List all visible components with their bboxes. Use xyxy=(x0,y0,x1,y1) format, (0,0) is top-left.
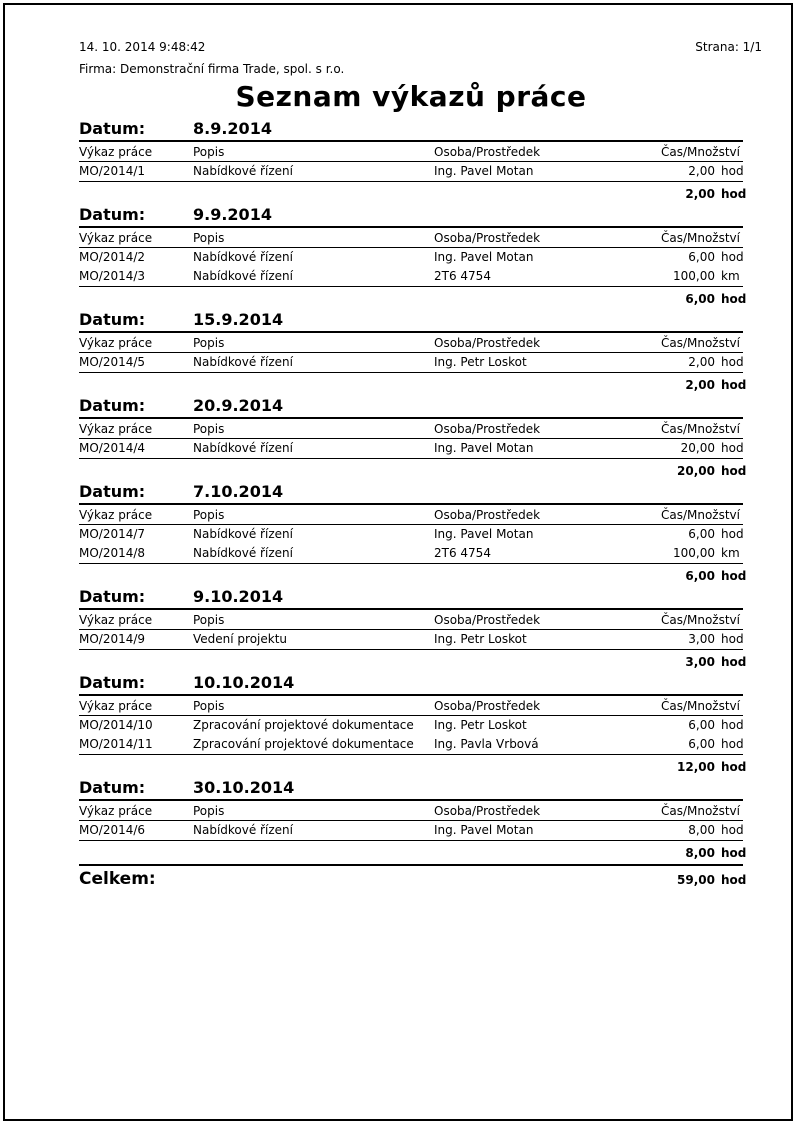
date-label: Datum: xyxy=(79,119,146,138)
amount-value: 6,00 xyxy=(688,250,715,264)
column-header-row xyxy=(79,696,743,716)
section-subtotal-value: 2,00 xyxy=(685,378,715,392)
column-header-vykaz-prace: Výkaz práce xyxy=(79,336,153,350)
column-header-cas-mnozstvi: Čas/Množství xyxy=(660,336,740,350)
amount-cell xyxy=(636,267,743,286)
amount-value: 6,00 xyxy=(688,737,715,751)
date-section xyxy=(79,673,747,778)
report-code-cell: MO/2014/9 xyxy=(79,632,146,646)
page-number: Strana: 1/1 xyxy=(695,40,762,54)
section-subtotal xyxy=(79,459,747,482)
section-subtotal-unit: hod xyxy=(721,760,747,774)
report-title: Seznam výkazů práce xyxy=(235,80,587,113)
amount-unit: hod xyxy=(721,718,744,732)
date-heading xyxy=(79,119,743,142)
amount-value: 6,00 xyxy=(688,718,715,732)
amount-unit: hod xyxy=(721,164,744,178)
amount-unit: hod xyxy=(721,527,744,541)
column-header-vykaz-prace: Výkaz práce xyxy=(79,231,153,245)
section-subtotal-unit: hod xyxy=(721,464,747,478)
column-header-cas-mnozstvi: Čas/Množství xyxy=(660,145,740,159)
section-subtotal-unit: hod xyxy=(721,569,747,583)
description-cell: Nabídkové řízení xyxy=(193,823,293,837)
amount-cell xyxy=(636,439,743,458)
section-subtotal xyxy=(79,841,747,864)
person-resource-cell: Ing. Pavel Motan xyxy=(434,441,534,455)
person-resource-cell: Ing. Petr Loskot xyxy=(434,632,527,646)
grand-total-row xyxy=(79,864,747,890)
section-subtotal xyxy=(79,650,747,673)
amount-cell xyxy=(636,821,743,840)
section-rows xyxy=(79,439,743,459)
column-header-vykaz-prace: Výkaz práce xyxy=(79,422,153,436)
amount-value: 3,00 xyxy=(688,632,715,646)
report-code-cell: MO/2014/1 xyxy=(79,164,146,178)
amount-value: 8,00 xyxy=(688,823,715,837)
date-sections xyxy=(79,119,747,864)
person-resource-cell: Ing. Pavla Vrbová xyxy=(434,737,539,751)
table-row xyxy=(79,821,743,840)
column-header-osoba-prostredek: Osoba/Prostředek xyxy=(434,145,541,159)
report-content xyxy=(5,5,791,890)
section-subtotal-unit: hod xyxy=(721,292,747,306)
date-heading xyxy=(79,396,743,419)
person-resource-cell: Ing. Petr Loskot xyxy=(434,355,527,369)
section-subtotal-amount xyxy=(685,292,747,307)
description-cell: Zpracování projektové dokumentace xyxy=(193,718,414,732)
section-subtotal-amount xyxy=(677,464,747,479)
date-heading xyxy=(79,310,743,333)
person-resource-cell: Ing. Pavel Motan xyxy=(434,164,534,178)
date-label: Datum: xyxy=(79,778,146,797)
section-subtotal xyxy=(79,287,747,310)
column-header-osoba-prostredek: Osoba/Prostředek xyxy=(434,336,541,350)
date-label: Datum: xyxy=(79,587,146,606)
amount-cell xyxy=(636,716,743,735)
report-code-cell: MO/2014/6 xyxy=(79,823,146,837)
date-heading xyxy=(79,205,743,228)
column-header-row xyxy=(79,610,743,630)
column-header-cas-mnozstvi: Čas/Množství xyxy=(660,804,740,818)
grand-total-label: Celkem: xyxy=(79,869,156,889)
amount-unit: hod xyxy=(721,823,744,837)
column-header-vykaz-prace: Výkaz práce xyxy=(79,508,153,522)
column-header-cas-mnozstvi: Čas/Množství xyxy=(660,422,740,436)
amount-value: 2,00 xyxy=(688,355,715,369)
column-header-cas-mnozstvi: Čas/Množství xyxy=(660,613,740,627)
amount-unit: km xyxy=(721,269,740,283)
page-header-row xyxy=(79,40,762,54)
report-table-area xyxy=(79,80,747,890)
section-subtotal-value: 2,00 xyxy=(685,187,715,201)
section-rows xyxy=(79,248,743,287)
section-subtotal-value: 12,00 xyxy=(677,760,715,774)
description-cell: Nabídkové řízení xyxy=(193,546,293,560)
date-value: 20.9.2014 xyxy=(193,396,284,415)
column-header-vykaz-prace: Výkaz práce xyxy=(79,804,153,818)
amount-value: 100,00 xyxy=(673,546,715,560)
table-row xyxy=(79,267,743,286)
date-section xyxy=(79,119,747,205)
description-cell: Vedení projektu xyxy=(193,632,288,646)
date-section xyxy=(79,396,747,482)
section-subtotal-unit: hod xyxy=(721,846,747,860)
date-section xyxy=(79,778,747,864)
column-header-row xyxy=(79,142,743,162)
table-row xyxy=(79,630,743,649)
date-value: 15.9.2014 xyxy=(193,310,284,329)
section-rows xyxy=(79,716,743,755)
person-resource-cell: Ing. Petr Loskot xyxy=(434,718,527,732)
table-row xyxy=(79,162,743,181)
section-subtotal-unit: hod xyxy=(721,378,747,392)
section-subtotal-value: 8,00 xyxy=(685,846,715,860)
table-row xyxy=(79,248,743,267)
description-cell: Nabídkové řízení xyxy=(193,269,293,283)
description-cell: Zpracování projektové dokumentace xyxy=(193,737,414,751)
amount-unit: hod xyxy=(721,632,744,646)
column-header-row xyxy=(79,419,743,439)
date-heading xyxy=(79,587,743,610)
amount-value: 100,00 xyxy=(673,269,715,283)
amount-cell xyxy=(636,630,743,649)
column-header-popis: Popis xyxy=(193,699,225,713)
date-value: 9.10.2014 xyxy=(193,587,284,606)
section-subtotal-amount xyxy=(685,569,747,584)
amount-cell xyxy=(636,353,743,372)
column-header-row xyxy=(79,333,743,353)
column-header-row xyxy=(79,801,743,821)
report-page xyxy=(3,3,793,1121)
column-header-osoba-prostredek: Osoba/Prostředek xyxy=(434,699,541,713)
report-code-cell: MO/2014/5 xyxy=(79,355,146,369)
date-value: 7.10.2014 xyxy=(193,482,284,501)
column-header-osoba-prostredek: Osoba/Prostředek xyxy=(434,231,541,245)
company-line: Firma: Demonstrační firma Trade, spol. s r.o. xyxy=(79,62,345,76)
column-header-vykaz-prace: Výkaz práce xyxy=(79,613,153,627)
section-subtotal-amount xyxy=(685,655,747,670)
section-subtotal xyxy=(79,182,747,205)
grand-total-unit: hod xyxy=(721,873,747,887)
column-header-popis: Popis xyxy=(193,508,225,522)
section-subtotal-value: 6,00 xyxy=(685,292,715,306)
report-code-cell: MO/2014/2 xyxy=(79,250,146,264)
section-subtotal-amount xyxy=(685,378,747,393)
description-cell: Nabídkové řízení xyxy=(193,441,293,455)
report-code-cell: MO/2014/7 xyxy=(79,527,146,541)
report-code-cell: MO/2014/10 xyxy=(79,718,153,732)
table-row xyxy=(79,735,743,754)
column-header-vykaz-prace: Výkaz práce xyxy=(79,145,153,159)
amount-cell xyxy=(636,525,743,544)
person-resource-cell: Ing. Pavel Motan xyxy=(434,527,534,541)
column-header-osoba-prostredek: Osoba/Prostředek xyxy=(434,508,541,522)
table-row xyxy=(79,439,743,458)
description-cell: Nabídkové řízení xyxy=(193,527,293,541)
column-header-cas-mnozstvi: Čas/Množství xyxy=(660,231,740,245)
column-header-osoba-prostredek: Osoba/Prostředek xyxy=(434,804,541,818)
report-code-cell: MO/2014/4 xyxy=(79,441,146,455)
column-header-osoba-prostredek: Osoba/Prostředek xyxy=(434,613,541,627)
column-header-osoba-prostredek: Osoba/Prostředek xyxy=(434,422,541,436)
date-heading xyxy=(79,673,743,696)
report-code-cell: MO/2014/11 xyxy=(79,737,153,751)
section-subtotal-unit: hod xyxy=(721,187,747,201)
grand-total-amount xyxy=(677,868,747,888)
date-label: Datum: xyxy=(79,310,146,329)
report-code-cell: MO/2014/3 xyxy=(79,269,146,283)
column-header-row xyxy=(79,228,743,248)
table-row xyxy=(79,353,743,372)
report-code-cell: MO/2014/8 xyxy=(79,546,146,560)
description-cell: Nabídkové řízení xyxy=(193,355,293,369)
column-header-popis: Popis xyxy=(193,613,225,627)
section-rows xyxy=(79,353,743,373)
column-header-popis: Popis xyxy=(193,336,225,350)
table-row xyxy=(79,525,743,544)
grand-total-value: 59,00 xyxy=(677,873,715,887)
column-header-cas-mnozstvi: Čas/Množství xyxy=(660,699,740,713)
person-resource-cell: Ing. Pavel Motan xyxy=(434,250,534,264)
date-section xyxy=(79,587,747,673)
column-header-popis: Popis xyxy=(193,231,225,245)
column-header-popis: Popis xyxy=(193,422,225,436)
table-row xyxy=(79,716,743,735)
column-header-cas-mnozstvi: Čas/Množství xyxy=(660,508,740,522)
section-subtotal-unit: hod xyxy=(721,655,747,669)
section-subtotal xyxy=(79,755,747,778)
description-cell: Nabídkové řízení xyxy=(193,250,293,264)
amount-value: 6,00 xyxy=(688,527,715,541)
amount-cell xyxy=(636,735,743,754)
amount-unit: hod xyxy=(721,250,744,264)
description-cell: Nabídkové řízení xyxy=(193,164,293,178)
person-resource-cell: 2T6 4754 xyxy=(434,269,491,283)
section-subtotal-value: 20,00 xyxy=(677,464,715,478)
column-header-popis: Popis xyxy=(193,804,225,818)
section-subtotal-amount xyxy=(685,846,747,861)
section-subtotal-amount xyxy=(685,187,747,202)
amount-value: 20,00 xyxy=(680,441,715,455)
section-subtotal xyxy=(79,373,747,396)
date-section xyxy=(79,482,747,587)
section-rows xyxy=(79,162,743,182)
date-heading xyxy=(79,778,743,801)
amount-cell xyxy=(636,544,743,563)
column-header-row xyxy=(79,505,743,525)
print-datetime: 14. 10. 2014 9:48:42 xyxy=(79,40,206,54)
column-header-vykaz-prace: Výkaz práce xyxy=(79,699,153,713)
table-row xyxy=(79,544,743,563)
section-subtotal-amount xyxy=(677,760,747,775)
date-label: Datum: xyxy=(79,205,146,224)
date-label: Datum: xyxy=(79,396,146,415)
section-subtotal-value: 6,00 xyxy=(685,569,715,583)
person-resource-cell: 2T6 4754 xyxy=(434,546,491,560)
amount-unit: km xyxy=(721,546,740,560)
date-value: 9.9.2014 xyxy=(193,205,272,224)
column-header-popis: Popis xyxy=(193,145,225,159)
amount-cell xyxy=(636,162,743,181)
section-rows xyxy=(79,525,743,564)
date-label: Datum: xyxy=(79,673,146,692)
amount-cell xyxy=(636,248,743,267)
date-value: 30.10.2014 xyxy=(193,778,295,797)
date-section xyxy=(79,205,747,310)
section-rows xyxy=(79,821,743,841)
amount-unit: hod xyxy=(721,355,744,369)
date-label: Datum: xyxy=(79,482,146,501)
date-value: 8.9.2014 xyxy=(193,119,272,138)
amount-unit: hod xyxy=(721,441,744,455)
date-section xyxy=(79,310,747,396)
amount-unit: hod xyxy=(721,737,744,751)
person-resource-cell: Ing. Pavel Motan xyxy=(434,823,534,837)
date-value: 10.10.2014 xyxy=(193,673,295,692)
section-subtotal xyxy=(79,564,747,587)
section-rows xyxy=(79,630,743,650)
date-heading xyxy=(79,482,743,505)
amount-value: 2,00 xyxy=(688,164,715,178)
section-subtotal-value: 3,00 xyxy=(685,655,715,669)
